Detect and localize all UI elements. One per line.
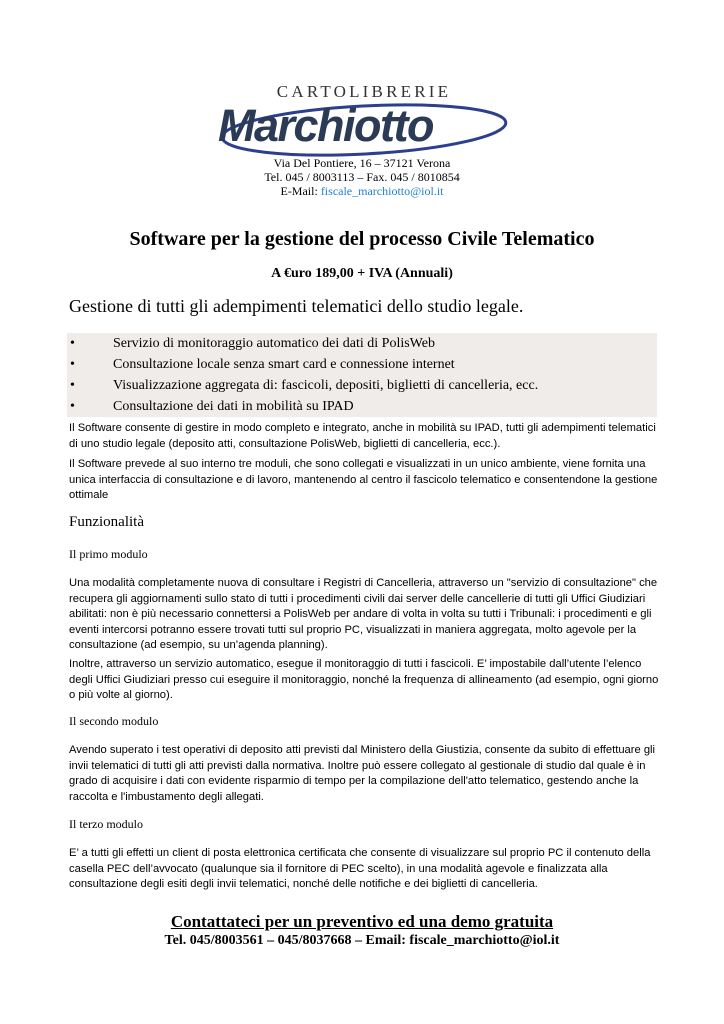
contact-headline: Contattateci per un preventivo ed una demo gratuita xyxy=(170,912,554,931)
section-title: Funzionalità xyxy=(69,514,144,530)
intro-paragraph-1: Il Software consente di gestire in modo completo e integrato, anche in mobilità su IPAD, tutti gli adempimenti telematici di uno studio legale (deposito atti, consultazione PolisWeb, biglietti di cancelleria, ecc.). xyxy=(69,422,656,450)
email-line xyxy=(0,185,724,198)
module1-paragraph-1: Una modalità completamente nuova di consultare i Registri di Cancelleria, attraverso un "servizio di consultazione" che recupera gli aggiornamenti sullo stato di tutti i procedimenti civili dai server delle cancellerie di tutti gli Uffici Giudiziari abilitati: non è più necessario connettersi a PolisWeb per andare di volta in volta su tutti i Tribunali: i procedimenti e gli eventi intercorsi potranno essere trovati tutti sul proprio PC, visualizzati in maniera aggregata, molto agevole per la consultazione (ad esempio, su un’agenda planning). xyxy=(69,577,658,651)
marchiotto-logo xyxy=(214,80,510,160)
bullet-icon: • xyxy=(70,378,75,393)
list-item: • Consultazione locale senza smart card e connessione internet xyxy=(67,354,657,375)
list-item: • Servizio di monitoraggio automatico dei dati di PolisWeb xyxy=(67,333,657,354)
price: A €uro 189,00 + IVA (Annuali) xyxy=(271,266,453,281)
bullet-icon: • xyxy=(70,336,75,351)
intro-paragraph-2: Il Software prevede al suo interno tre moduli, che sono collegati e visualizzati in un unico ambiente, viene fornita una unica interfaccia di consultazione e di lavoro, mantenendo al centro il fascicolo telematico e consentendone la gestione ottimale xyxy=(69,458,658,501)
document-title: Software per la gestione del processo Civile Telematico xyxy=(129,228,595,250)
module1-title: Il primo modulo xyxy=(69,547,148,561)
phone-fax: Tel. 045 / 8003113 – Fax. 045 / 8010854 xyxy=(264,170,460,184)
bullet-icon: • xyxy=(70,399,75,414)
logo-name-text: Marchiotto xyxy=(218,100,433,151)
feature-list xyxy=(67,333,657,417)
list-item: • Visualizzazione aggregata di: fascicoli, depositi, biglietti di cancelleria, ecc. xyxy=(67,375,657,396)
module2-paragraph: Avendo superato i test operativi di deposito atti previsti dal Ministero della Giustizia, consente da subito di effettuare gli invii telematici di tutti gli atti previsti dalla normativa. Inoltre può essere collegato al gestionale di studio dal quale è in grado di acquisire i dati con evidente risparmio di tempo per la compilazione dell'atto telematico, gestendo anche la raccolta e l'imbustamento degli allegati. xyxy=(69,744,656,803)
list-item: • Consultazione dei dati in mobilità su IPAD xyxy=(67,396,657,417)
bullet-icon: • xyxy=(70,357,75,372)
module3-paragraph: E’ a tutti gli effetti un client di posta elettronica certificata che consente di visualizzare sul proprio PC il contenuto della casella PEC dell’avvocato (qualunque sia il fornitore di PEC scelto), in una modalità agevole e finalizzata alla consultazione degli esiti degli invii telematici, nonché delle notifiche e dei biglietti di cancelleria. xyxy=(69,847,651,890)
module1-paragraph-2: Inoltre, attraverso un servizio automatico, esegue il monitoraggio di tutti i fascicoli. E’ impostabile dall’utente l’elenco degli Uffici Giudiziari presso cui eseguire il monitoraggio, nonché la frequenza di allineamento (ad esempio, ogni giorno o più volte al giorno). xyxy=(69,658,659,701)
address: Via Del Pontiere, 16 – 37121 Verona xyxy=(273,156,451,170)
email-label: E-Mail: xyxy=(280,184,318,198)
subtitle: Gestione di tutti gli adempimenti telematici dello studio legale. xyxy=(69,296,524,316)
email-link[interactable]: fiscale_marchiotto@iol.it xyxy=(320,184,444,198)
contact-line: Tel. 045/8003561 – 045/8037668 – Email: fiscale_marchiotto@iol.it xyxy=(164,933,560,948)
logo-top-text: CARTOLIBRERIE xyxy=(276,82,452,101)
module3-title: Il terzo modulo xyxy=(69,817,143,831)
module2-title: Il secondo modulo xyxy=(69,714,159,728)
